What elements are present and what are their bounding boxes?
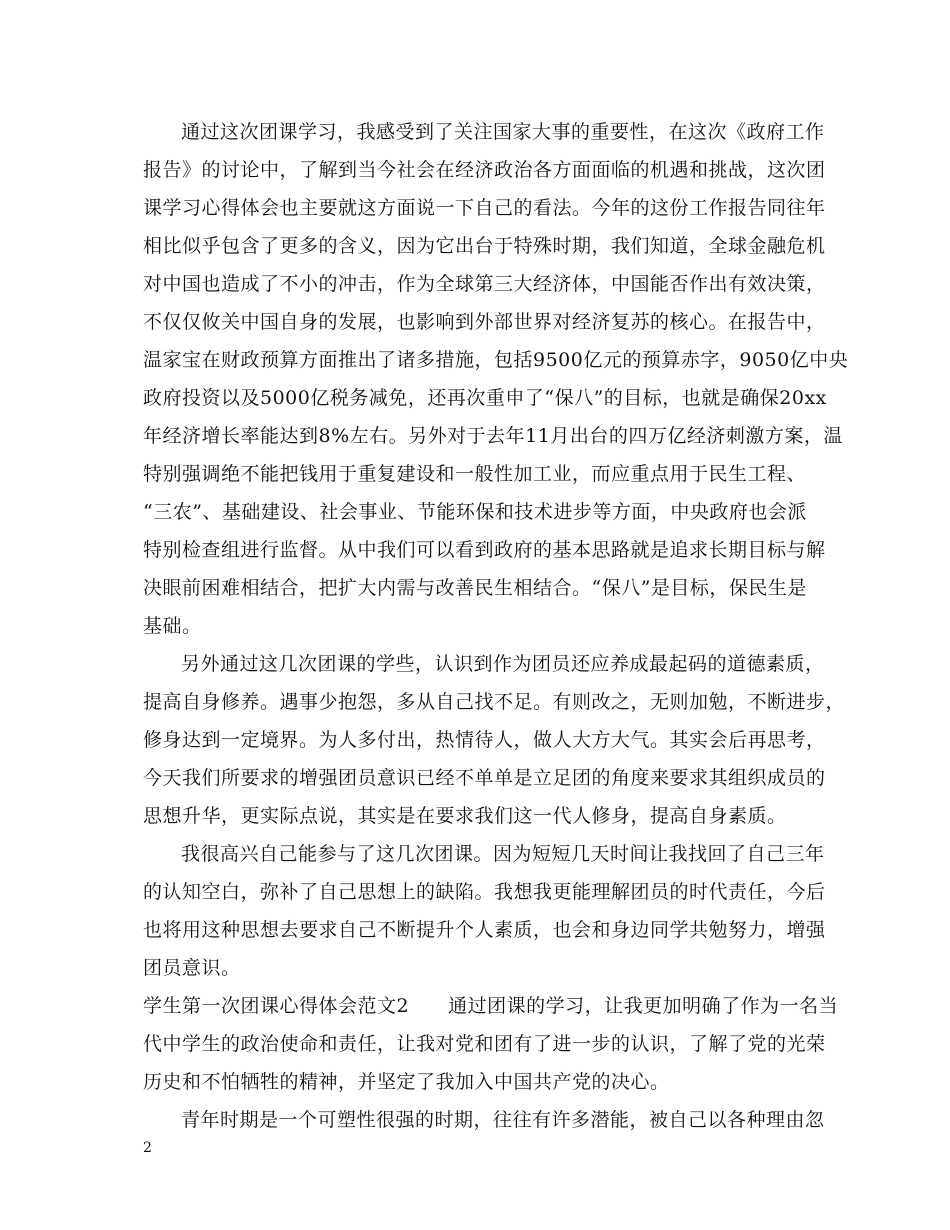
text-line: 报告》的讨论中，了解到当今社会在经济政治各方面面临的机遇和挑战，这次团 <box>143 159 826 181</box>
text-line: 我很高兴自己能参与了这几次团课。因为短短几天时间让我找回了自己三年 <box>181 843 825 865</box>
text-line: 课学习心得体会也主要就这方面说一下自己的看法。今年的这份工作报告同往年 <box>143 197 826 219</box>
text-line: 的认知空白，弥补了自己思想上的缺陷。我想我更能理解团员的时代责任，今后 <box>143 881 826 903</box>
text-line: 也将用这种思想去要求自己不断提升个人素质，也会和身边同学共勉努力，增强 <box>143 919 826 941</box>
page-number: 2 <box>143 1140 152 1156</box>
text-line: 特别强调绝不能把钱用于重复建设和一般性加工业，而应重点用于民生工程、 <box>143 463 807 485</box>
text-line: “三农”、基础建设、社会事业、节能环保和技术进步等方面，中央政府也会派 <box>143 501 807 523</box>
text-line: 团员意识。 <box>143 957 241 979</box>
text-line: 学生第一次团课心得体会范文2 通过团课的学习，让我更加明确了作为一名当 <box>143 995 839 1017</box>
text-line: 基础。 <box>143 615 202 637</box>
text-line: 决眼前困难相结合，把扩大内需与改善民生相结合。“保八”是目标，保民生是 <box>143 577 807 599</box>
text-line: 修身达到一定境界。为人多付出，热情待人，做人大方大气。其实会后再思考， <box>143 729 826 751</box>
text-line: 提高自身修养。遇事少抱怨，多从自己找不足。有则改之，无则加勉，不断进步， <box>143 691 846 713</box>
text-line: 思想升华，更实际点说，其实是在要求我们这一代人修身，提高自身素质。 <box>143 805 787 827</box>
text-line: 对中国也造成了不小的冲击，作为全球第三大经济体，中国能否作出有效决策， <box>143 273 826 295</box>
text-line: 特别检查组进行监督。从中我们可以看到政府的基本思路就是追求长期目标与解 <box>143 539 826 561</box>
text-line: 相比似乎包含了更多的含义，因为它出台于特殊时期，我们知道，全球金融危机 <box>143 235 826 257</box>
text-line: 年经济增长率能达到8%左右。另外对于去年11月出台的四万亿经济刺激方案，温 <box>143 425 843 447</box>
text-line: 另外通过这几次团课的学些，认识到作为团员还应养成最起码的道德素质， <box>181 653 825 675</box>
text-line: 青年时期是一个可塑性很强的时期，往往有许多潜能，被自己以各种理由忽 <box>181 1109 825 1131</box>
text-line: 通过这次团课学习，我感受到了关注国家大事的重要性，在这次《政府工作 <box>181 121 825 143</box>
text-line: 今天我们所要求的增强团员意识已经不单单是立足团的角度来要求其组织成员的 <box>143 767 826 789</box>
text-line: 政府投资以及5000亿税务减免，还再次重申了“保八”的目标，也就是确保20xx <box>143 387 827 409</box>
text-line: 温家宝在财政预算方面推出了诸多措施，包括9500亿元的预算赤字，9050亿中央 <box>143 349 849 371</box>
text-line: 历史和不怕牺牲的精神，并坚定了我加入中国共产党的决心。 <box>143 1071 670 1093</box>
text-line: 不仅仅攸关中国自身的发展，也影响到外部世界对经济复苏的核心。在报告中， <box>143 311 826 333</box>
text-line: 代中学生的政治使命和责任，让我对党和团有了进一步的认识，了解了党的光荣 <box>143 1033 826 1055</box>
